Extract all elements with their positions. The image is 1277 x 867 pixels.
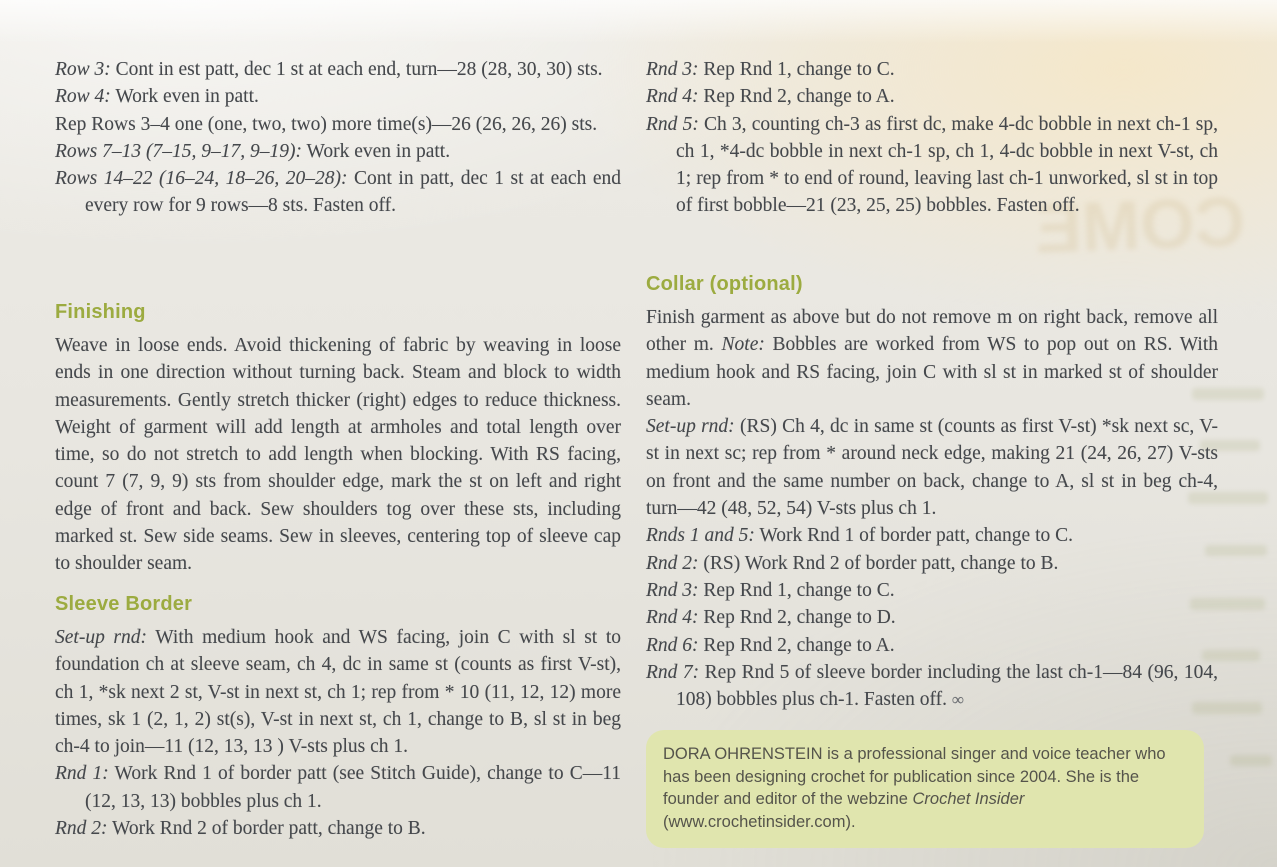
sleeve-round-2	[55, 815, 621, 842]
webzine-title: Crochet Insider	[912, 790, 1025, 808]
row-text: Work even in patt.	[302, 140, 451, 162]
left-column-row-instructions	[55, 56, 621, 220]
round-text: Work Rnd 2 of border patt, change to B.	[107, 818, 426, 840]
bleed-through-ghost: COME	[1033, 182, 1247, 268]
collar-round-3	[646, 577, 1218, 604]
collar-round-7	[646, 659, 1218, 714]
right-column-rounds	[646, 56, 1218, 220]
round-5	[646, 111, 1218, 220]
round-label: Rnd 2:	[646, 552, 699, 574]
round-label: Rnd 2:	[55, 818, 108, 840]
collar-heading: Collar (optional)	[646, 273, 803, 295]
collar-setup-round	[646, 413, 1218, 522]
round-label: Set-up rnd:	[55, 627, 148, 648]
round-label: Rnd 4:	[646, 607, 699, 629]
round-label: Rnd 7:	[646, 661, 700, 683]
round-4	[646, 83, 1218, 110]
author-bio-box	[646, 730, 1204, 848]
bio-text: DORA OHRENSTEIN is a professional singer and voice teacher who has been designing crochet for publication since 2004. She is the founder and editor of the webzine	[663, 745, 1166, 808]
finishing-body: Weave in loose ends. Avoid thickening of fabric by weaving in loose ends in one direction without turning back. Steam and block to width measurements. Gently stretch thicker (right) edges to reduce thickness. Weight of garment will add length at armholes and total length over time, so do not stretch to add length when blocking. With RS facing, count 7 (7, 9, 9) sts from shoulder edge, mark the st on left and right edge of front and back. Sew shoulders tog over these sts, including marked st. Sew side seams. Sew in sleeves, centering top of sleeve cap to shoulder seam.	[55, 335, 621, 575]
round-text: Rep Rnd 1, change to C.	[698, 579, 895, 601]
round-text: Work Rnd 1 of border patt (see Stitch Guide), change to C—11 (12, 13, 13) bobbles plus ch 1.	[85, 763, 621, 812]
round-3	[646, 56, 1218, 83]
row-text: Cont in patt, dec 1 st at each end every row for 9 rows—8 sts. Fasten off.	[85, 168, 621, 217]
finishing-section	[55, 301, 621, 578]
end-of-article-ornament: ∞	[951, 690, 963, 710]
collar-section	[646, 273, 1218, 713]
instruction-rows-7-13	[55, 138, 621, 165]
row-label: Rows 14–22 (16–24, 18–26, 20–28):	[55, 168, 348, 190]
round-label: Rnd 6:	[646, 634, 699, 656]
note-label: Note:	[721, 334, 765, 356]
collar-intro-text: Bobbles are worked from WS to pop out on RS. With medium hook and RS facing, join C with sl st in marked st of shoulder seam.	[646, 334, 1218, 410]
row-text: Rep Rows 3–4 one (one, two, two) more time(s)—26 (26, 26, 26) sts.	[55, 113, 598, 135]
round-text: With medium hook and WS facing, join C with sl st to foundation ch at sleeve seam, ch 4, dc in same st (counts as first V-st), ch 1, *sk next 2 st, V-st in next st, ch 1; rep from * 10 (11, 12, 12) more times, sk 1 (2, 1, 2) st(s), V-st in next st, ch 1, change to B, sl st in beg ch-4 to join—11 (12, 13, 13 ) V-sts plus ch 1.	[55, 627, 621, 758]
sleeve-border-section	[55, 593, 621, 842]
collar-intro-text: Finish garment as above but do not remove m on right back, remove all other m.	[646, 307, 1218, 356]
instruction-rows-14-22	[55, 165, 621, 220]
bio-text: (www.crochetinsider.com).	[663, 812, 856, 831]
bleed-through-smudge	[1230, 755, 1272, 766]
collar-round-4	[646, 604, 1218, 631]
round-text: Rep Rnd 2, change to A.	[698, 86, 895, 108]
round-label: Rnd 1:	[55, 763, 109, 785]
round-label: Rnd 5:	[646, 113, 699, 135]
author-bio-section	[646, 730, 1204, 848]
sleeve-setup-round	[55, 624, 621, 760]
round-text: Ch 3, counting ch-3 as first dc, make 4-dc bobble in next ch-1 sp, ch 1, *4-dc bobble in next ch-1 sp, ch 1, 4-dc bobble in next V-st, ch 1; rep from * to end of round, leaving last ch-1 unworked, sl st in top of first bobble—21 (23, 25, 25) bobbles. Fasten off.	[676, 113, 1218, 217]
collar-rounds-1-and-5	[646, 522, 1218, 549]
sleeve-round-1	[55, 760, 621, 815]
instruction-rep-rows	[55, 111, 621, 138]
round-text: Work Rnd 1 of border patt, change to C.	[754, 525, 1074, 547]
row-label: Row 4:	[55, 86, 111, 108]
collar-round-2	[646, 550, 1218, 577]
round-label: Rnd 3:	[646, 59, 699, 80]
round-text: Rep Rnd 5 of sleeve border including the last ch-1—84 (96, 104, 108) bobbles plus ch-1. Fasten off.	[676, 661, 1219, 711]
instruction-row-4	[55, 83, 621, 110]
round-label: Rnd 3:	[646, 579, 699, 601]
round-label: Rnd 4:	[646, 86, 699, 108]
round-text: Rep Rnd 1, change to C.	[698, 59, 895, 80]
collar-intro	[646, 304, 1218, 413]
row-label: Rows 7–13 (7–15, 9–17, 9–19):	[55, 140, 302, 162]
round-label: Rnds 1 and 5:	[646, 525, 755, 547]
row-text: Work even in patt.	[110, 86, 259, 108]
instruction-row-3	[55, 56, 621, 83]
collar-round-6	[646, 632, 1218, 659]
round-text: (RS) Ch 4, dc in same st (counts as first V-st) *sk next sc, V-st in next sc; rep from * around neck edge, making 21 (24, 26, 27) V-sts on front and the same number on back, change to A, sl st in beg ch-4, turn—42 (48, 52, 54) V-sts plus ch 1.	[646, 416, 1218, 520]
round-text: (RS) Work Rnd 2 of border patt, change to B.	[698, 552, 1059, 574]
finishing-heading: Finishing	[55, 301, 146, 323]
round-text: Rep Rnd 2, change to D.	[698, 607, 896, 629]
row-label: Row 3:	[55, 59, 111, 80]
row-text: Cont in est patt, dec 1 st at each end, turn—28 (28, 30, 30) sts.	[110, 59, 603, 80]
sleeve-border-heading: Sleeve Border	[55, 593, 193, 615]
round-text: Rep Rnd 2, change to A.	[698, 634, 895, 656]
round-label: Set-up rnd:	[646, 416, 735, 438]
